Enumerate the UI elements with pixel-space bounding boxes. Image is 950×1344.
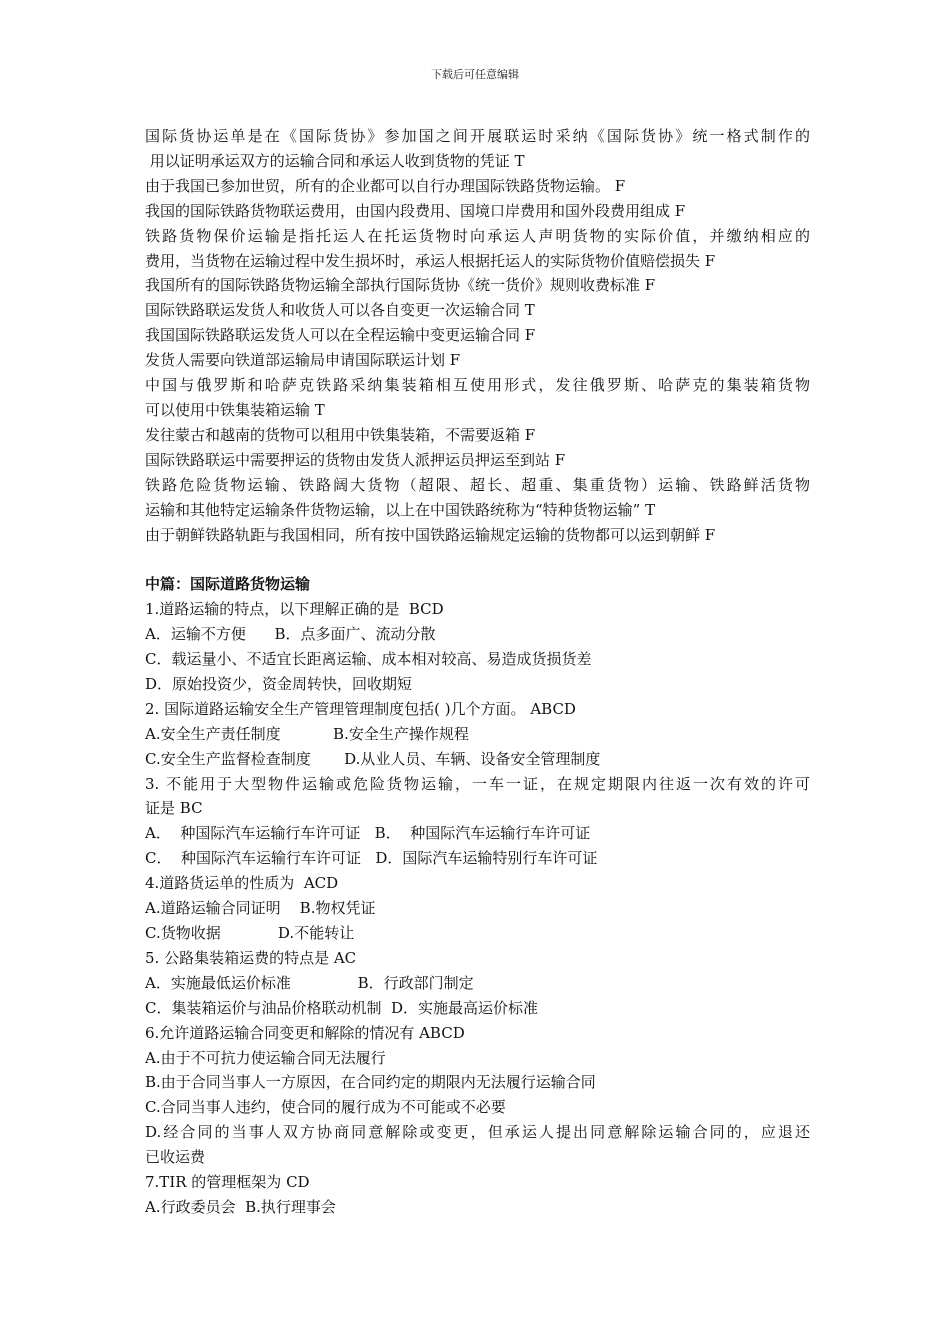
page-header: 下载后可任意编辑	[431, 68, 519, 81]
text-line: 3. 不能用于大型物件运输或危险货物运输，一车一证，在规定期限内往返一次有效的许可	[145, 774, 810, 793]
text-line: 2. 国际道路运输安全生产管理管理制度包括( )几个方面。 ABCD	[145, 699, 576, 718]
text-line: B.由于合同当事人一方原因，在合同约定的期限内无法履行运输合同	[145, 1073, 596, 1092]
text-line: 6.允许道路运输合同变更和解除的情况有 ABCD	[145, 1023, 465, 1042]
text-line: A．运输不方便 B．点多面广、流动分散	[145, 625, 436, 644]
text-line: C．集装箱运价与油品价格联动机制 D．实施最高运价标准	[145, 998, 539, 1017]
text-line: C.安全生产监督检查制度 D.从业人员、车辆、设备安全管理制度	[145, 749, 601, 768]
text-line: C.货物收据 D.不能转让	[145, 923, 355, 942]
text-line: 由于朝鲜铁路轨距与我国相同，所有按中国铁路运输规定运输的货物都可以运到朝鲜 F	[145, 525, 716, 544]
text-line: 4.道路货运单的性质为 ACD	[145, 874, 339, 893]
section-title: 中篇：国际道路货物运输	[145, 575, 311, 594]
text-line: 我国所有的国际铁路货物运输全部执行国际货协《统一货价》规则收费标准 F	[145, 276, 656, 295]
text-line: D．原始投资少，资金周转快，回收期短	[145, 674, 413, 693]
text-line: 5. 公路集装箱运费的特点是 AC	[145, 948, 357, 967]
text-line: 由于我国已参加世贸，所有的企业都可以自行办理国际铁路货物运输。 F	[145, 176, 626, 195]
text-line: 我国的国际铁路货物联运费用，由国内段费用、国境口岸费用和国外段费用组成 F	[145, 201, 686, 220]
text-line: 我国国际铁路联运发货人可以在全程运输中变更运输合同 F	[145, 326, 536, 345]
text-line: A.由于不可抗力使运输合同无法履行	[145, 1048, 386, 1067]
text-line: 1.道路运输的特点，以下理解正确的是 BCD	[145, 600, 444, 619]
text-line: A． 种国际汽车运输行车许可证 B． 种国际汽车运输行车许可证	[145, 824, 591, 843]
text-line: 用以证明承运双方的运输合同和承运人收到货物的凭证 T	[145, 151, 525, 170]
text-line: 中国与俄罗斯和哈萨克铁路采纳集装箱相互使用形式，发往俄罗斯、哈萨克的集装箱货物	[145, 376, 810, 395]
text-line: 国际货协运单是在《国际货协》参加国之间开展联运时采纳《国际货协》统一格式制作的	[145, 127, 810, 145]
multiple-choice-section	[145, 597, 810, 1220]
text-line: 发往蒙古和越南的货物可以租用中铁集装箱，不需要返箱 F	[145, 425, 536, 444]
text-line: 证是 BC	[145, 799, 203, 818]
text-line: 铁路货物保价运输是指托运人在托运货物时向承运人声明货物的实际价值，并缴纳相应的	[145, 226, 810, 245]
text-line: 国际铁路联运中需要押运的货物由发货人派押运员押运至到站 F	[145, 450, 566, 469]
text-line: 可以使用中铁集装箱运输 T	[145, 400, 325, 419]
text-line: 已收运费	[145, 1148, 206, 1167]
text-line: 7.TIR 的管理框架为 CD	[145, 1173, 310, 1192]
text-line: C． 种国际汽车运输行车许可证 D．国际汽车运输特别行车许可证	[145, 849, 598, 868]
text-line: 发货人需要向铁道部运输局申请国际联运计划 F	[145, 351, 461, 370]
text-line: 铁路危险货物运输、铁路阔大货物（超限、超长、超重、集重货物）运输、铁路鲜活货物	[145, 475, 810, 494]
text-line: 费用，当货物在运输过程中发生损坏时，承运人根据托运人的实际货物价值赔偿损失 F	[145, 251, 716, 270]
section-gap	[145, 547, 810, 572]
text-line: C．载运量小、不适宜长距离运输、成本相对较高、易造成货损货差	[145, 650, 592, 669]
text-line: A.道路运输合同证明 B.物权凭证	[145, 899, 376, 918]
text-line: A.行政委员会 B.执行理事会	[145, 1197, 336, 1216]
text-line: A.安全生产责任制度 B.安全生产操作规程	[145, 724, 469, 743]
text-line: D.经合同的当事人双方协商同意解除或变更，但承运人提出同意解除运输合同的，应退还	[145, 1123, 810, 1142]
text-line: C.合同当事人违约，使合同的履行成为不可能或不必要	[145, 1098, 506, 1117]
text-line: 国际铁路联运发货人和收货人可以各自变更一次运输合同 T	[145, 301, 535, 320]
text-line: A．实施最低运价标准 B．行政部门制定	[145, 973, 474, 992]
text-line: 运输和其他特定运输条件货物运输，以上在中国铁路统称为“特种货物运输” T	[145, 500, 656, 519]
true-false-section	[145, 124, 810, 547]
document-body	[145, 124, 810, 1220]
